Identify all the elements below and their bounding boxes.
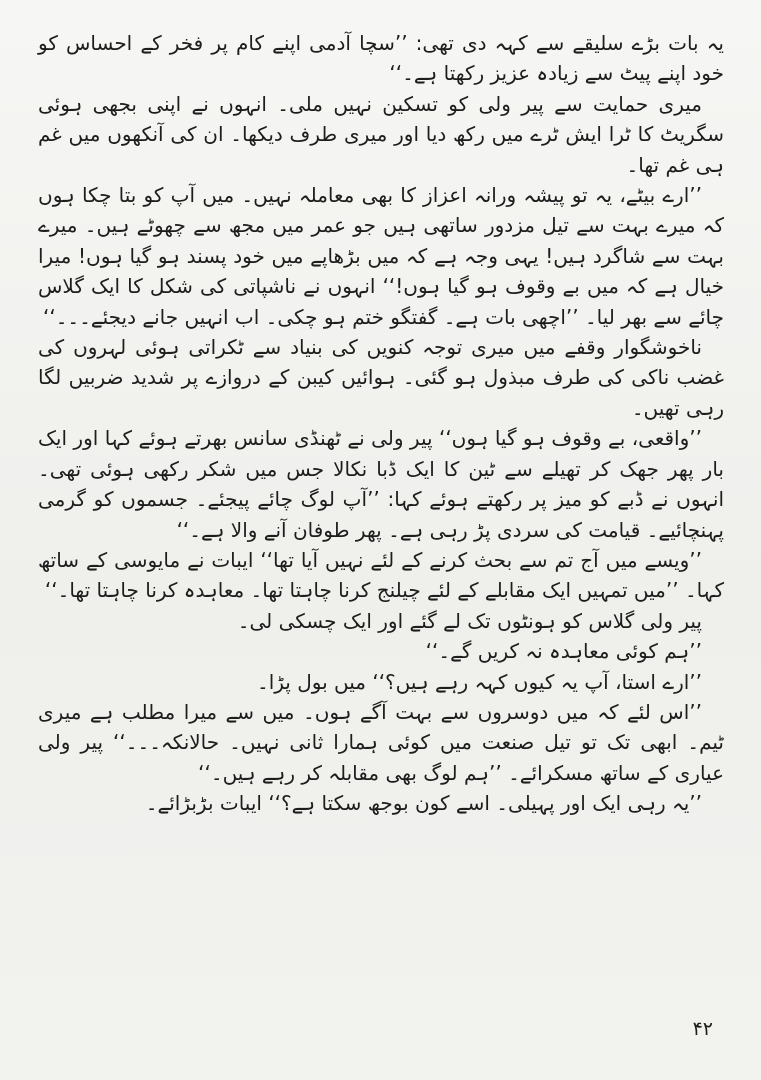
paragraph-11: ’’یہ رہی ایک اور پہیلی۔ اسے کون بوجھ سکتا ہے؟‘‘ ایبات بڑبڑائے۔ [145,791,702,816]
paragraph-7: پیر ولی گلاس کو ہونٹوں تک لے گئے اور ایک چسکی لی۔ [237,608,702,633]
paragraph-3: ’’ارے بیٹے، یہ تو پیشہ ورانہ اعزاز کا بھی معاملہ نہیں۔ میں آپ کو بتا چکا ہوں کہ میرے بہت سے تیل مزدور ساتھی ہیں جو عمر میں مجھ سے چھوٹے ہیں۔ میرے بہت سے شاگرد ہیں! یہی وجہ ہے کہ میں بڑھاپے میں خود پسند ہو گیا ہوں! میرا خیال ہے کہ میں بے وقوف ہو گیا ہوں!‘‘ انہوں نے ناشپاتی کی شکل کا ایک گلاس چائے سے بھر لیا۔ ’’اچھی بات ہے۔ گفتگو ختم ہو چکی۔ اب انہیں جانے دیجئے۔۔۔‘‘ [38,183,724,329]
page-body-text [38,28,724,819]
paragraph-1: یہ بات بڑے سلیقے سے کہہ دی تھی: ’’سچا آدمی اپنے کام پر فخر کے احساس کو خود اپنے پیٹ سے زیادہ عزیز رکھتا ہے۔‘‘ [38,31,724,86]
paragraph-8: ’’ہم کوئی معاہدہ نہ کریں گے۔‘‘ [425,639,702,664]
page-number: ۴۲ [692,1018,713,1040]
paragraph-9: ’’ارے استا، آپ یہ کیوں کہہ رہے ہیں؟‘‘ میں بول پڑا۔ [256,669,702,694]
paragraph-10: ’’اس لئے کہ میں دوسروں سے بہت آگے ہوں۔ میں سے میرا مطلب ہے میری ٹیم۔ ابھی تک تو تیل صنعت میں کوئی ہمارا ثانی نہیں۔ حالانکہ۔۔۔‘‘ پیر ولی عیاری کے ساتھ مسکرائے۔ ’’ہم لوگ بھی مقابلہ کر رہے ہیں۔‘‘ [38,699,724,785]
paragraph-2: میری حمایت سے پیر ولی کو تسکین نہیں ملی۔ انہوں نے اپنی بجھی ہوئی سگریٹ کا ٹرا ایش ٹرے میں رکھ دیا اور میری طرف دیکھا۔ ان کی آنکھوں میں غم ہی غم تھا۔ [38,91,724,177]
paragraph-4: ناخوشگوار وقفے میں میری توجہ کنویں کی بنیاد سے ٹکراتی ہوئی لہروں کی غضب ناکی کی طرف مبذول ہو گئی۔ ہوائیں کیبن کے دروازے پر شدید ضربیں لگا رہی تھیں۔ [38,335,724,420]
paragraph-6: ’’ویسے میں آج تم سے بحث کرنے کے لئے نہیں آیا تھا‘‘ ایبات نے مایوسی کے ساتھ کہا۔ ’’میں تمہیں ایک مقابلے کے لئے چیلنج کرنا چاہتا تھا۔ معاہدہ کرنا چاہتا تھا۔‘‘ [38,547,724,603]
paragraph-5: ’’واقعی، بے وقوف ہو گیا ہوں‘‘ پیر ولی نے ٹھنڈی سانس بھرتے ہوئے کہا اور ایک بار پھر جھک کر تھیلے سے ٹین کا ایک ڈبا نکالا جس میں شکر رکھی ہوئی تھی۔ انہوں نے ڈبے کو میز پر رکھتے ہوئے کہا: ’’آپ لوگ چائے پیجئے۔ جسموں کو گرمی پہنچائیے۔ قیامت کی سردی پڑ رہی ہے۔ پھر طوفان آنے والا ہے۔‘‘ [38,426,724,542]
